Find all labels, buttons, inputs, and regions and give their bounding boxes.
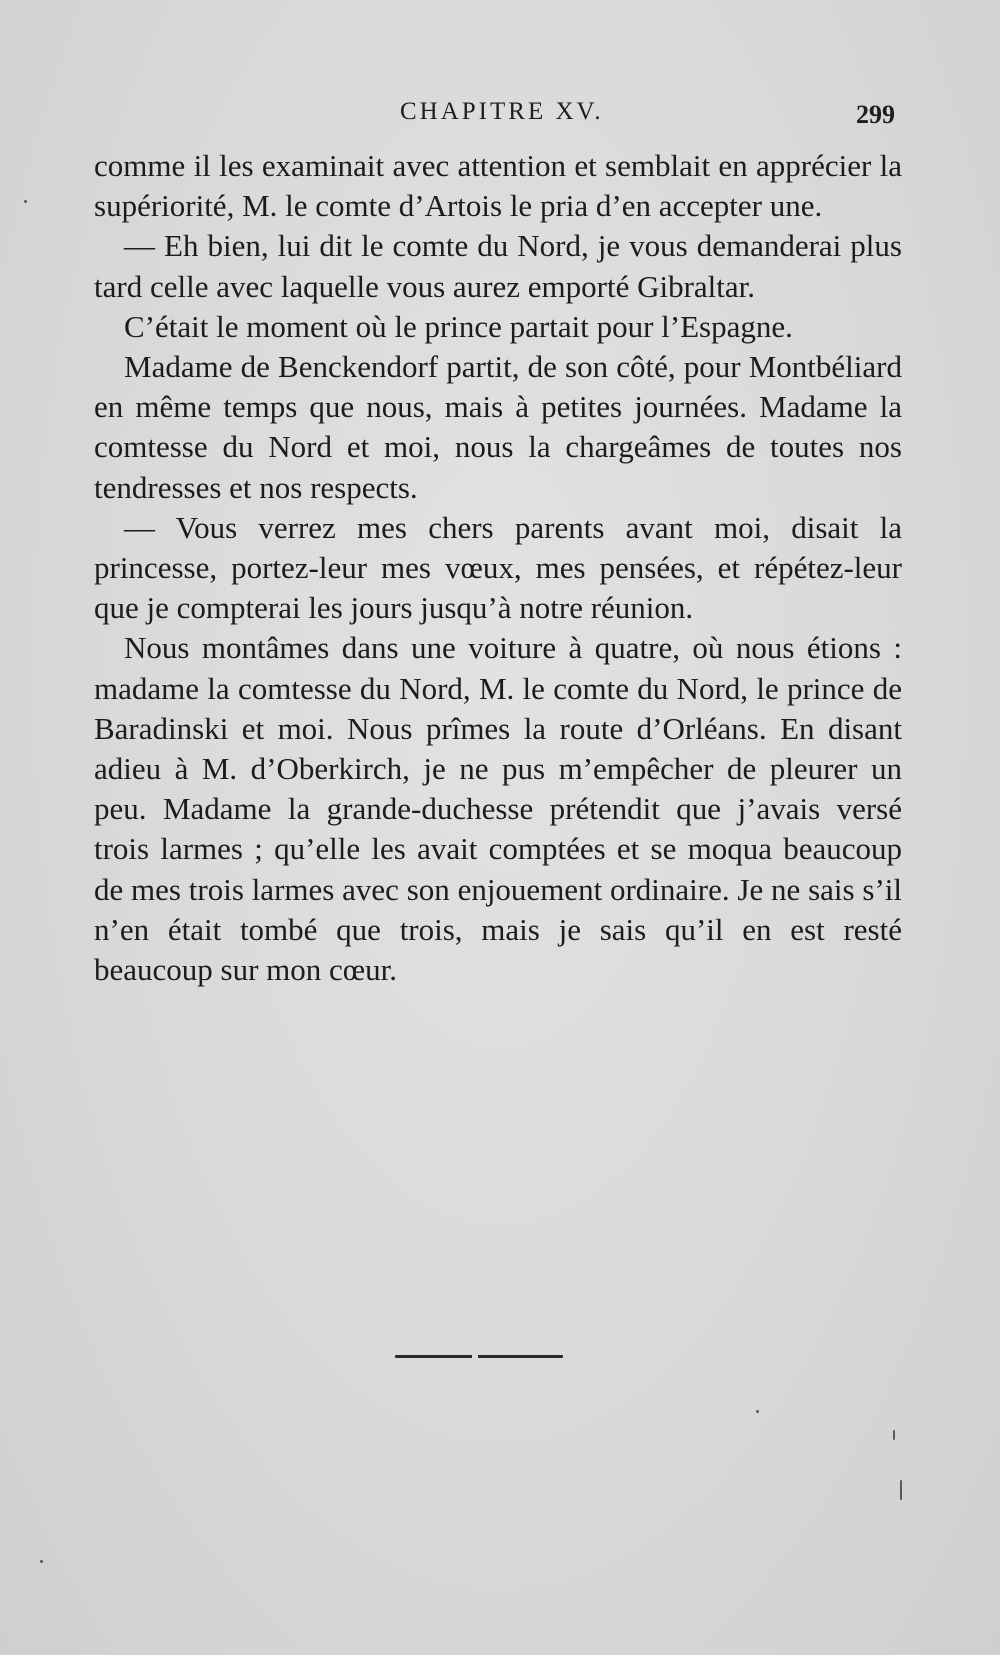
paragraph: comme il les examinait avec attention et semblait en apprécier la supériorité, M. le comte d’Artois le pria d’en accepter une. [94,148,902,224]
section-end-rule [395,1355,563,1358]
running-head [0,98,1000,132]
paragraph: — Eh bien, lui dit le comte du Nord, je vous demanderai plus tard celle avec laquelle vous aurez emporté Gibraltar. [94,228,902,304]
body-text [94,146,902,990]
paper-speck [24,200,27,203]
paper-speck [893,1430,895,1440]
paragraph: C’était le moment où le prince partait pour l’Espagne. [124,308,793,344]
paper-speck [756,1410,759,1413]
page-number: 299 [856,100,895,129]
paragraph: — Vous verrez mes chers parents avant moi, disait la princesse, portez-leur mes vœux, mes pensées, et répétez-leur que je compterai les jours jusqu’à notre réunion. [94,509,902,626]
chapter-title: CHAPITRE XV. [400,98,604,125]
paper-speck [40,1560,43,1563]
paragraph: Nous montâmes dans une voiture à quatre, où nous étions : madame la comtesse du Nord, M. le comte du Nord, le prince de Baradinski et moi. Nous prîmes la route d’Orléans. En disant adieu à M. d’Oberkirch, je ne pus m’empêcher de pleurer un peu. Madame la grande-duchesse prétendit que j’avais versé trois larmes ; qu’elle les avait comptées et se moqua beaucoup de mes trois larmes avec son enjouement ordinaire. Je ne sais s’il n’en était tombé que trois, mais je sais qu’il en est resté beaucoup sur mon cœur. [94,630,902,988]
paragraph: Madame de Benckendorf partit, de son côté, pour Montbéliard en même temps que nous, mais à petites journées. Madame la comtesse du Nord et moi, nous la chargeâmes de toutes nos tendresses et nos respects. [94,349,902,505]
paper-speck [900,1480,902,1500]
